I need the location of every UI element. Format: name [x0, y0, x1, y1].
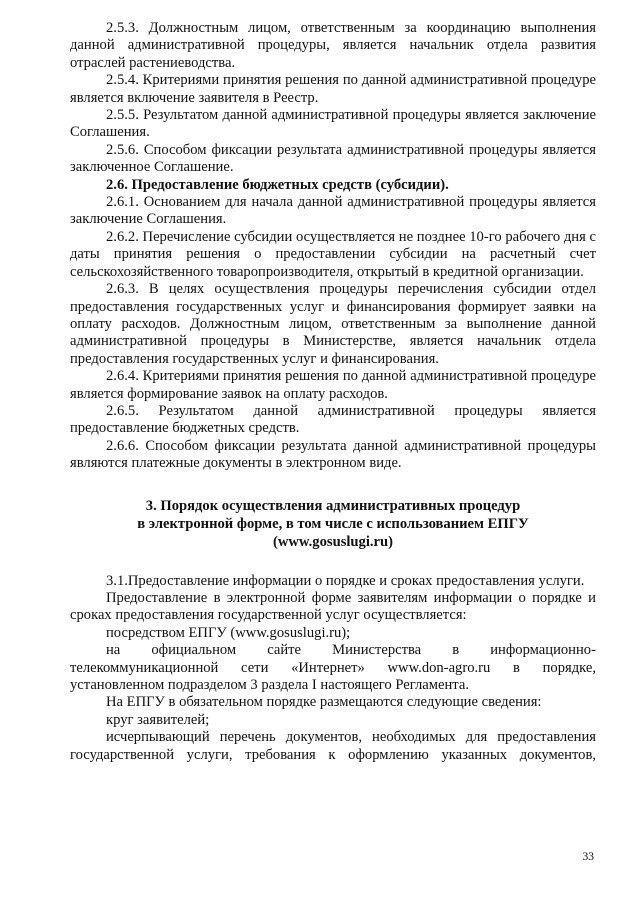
paragraph-intro: Предоставление в электронной форме заявителям информации о порядке и сроках предоставления государственной услуг осуществляется: [70, 589, 596, 624]
word: в [452, 642, 460, 659]
paragraph-3-1: 3.1.Предоставление информации о порядке и сроках предоставления услуги. [106, 572, 585, 589]
word: на [106, 642, 121, 659]
paragraph-2-5-4: 2.5.4. Критериями принятия решения по данной административной процедуре является включение заявителя в Реестр. [70, 72, 596, 106]
paragraph-2-6-6: 2.6.6. Способом фиксации результата данной административной процедуры являются платежные документы в электронном виде. [70, 437, 596, 472]
section-3-heading-line-2: в электронной форме, в том числе с использованием ЕПГУ [137, 515, 529, 532]
paragraph-via-epgu: посредством ЕПГУ (www.gosuslugi.ru); [106, 624, 351, 641]
section-3-heading-line-3: (www.gosuslugi.ru) [272, 533, 393, 550]
section-3-heading-line-1: 3. Порядок осуществления административных процедур [145, 497, 521, 514]
paragraph-2-5-6: 2.5.6. Способом фиксации результата административной процедуры является заключенное Соглашение. [70, 141, 596, 176]
paragraph-epgu-info: На ЕПГУ в обязательном порядке размещаются следующие сведения: [106, 694, 542, 711]
paragraph-2-5-3: 2.5.3. Должностным лицом, ответственным за координацию выполнения данной административной процедуры, является начальник отдела развития отраслей растениеводства. [70, 20, 596, 71]
word: Министерства [332, 642, 422, 659]
word: сайте [267, 642, 302, 659]
page-number: 33 [582, 851, 594, 863]
paragraph-2-6-2: 2.6.2. Перечисление субсидии осуществляется не позднее 10-го рабочего дня с даты принятия решения о предоставлении субсидии на расчетный счет сельскохозяйственного товаропроизводителя, открытый в кредитной организации. [70, 228, 596, 280]
word: официальном [151, 642, 237, 659]
paragraph-2-5-5: 2.5.5. Результатом данной административной процедуры является заключение Соглашения. [70, 107, 596, 141]
paragraph-2-6-1: 2.6.1. Основанием для начала данной административной процедуры является заключение Соглашения. [70, 194, 596, 228]
word: информационно- [490, 642, 596, 659]
paragraph-2-6-5: 2.6.5. Результатом данной административной процедуры является предоставление бюджетных средств. [70, 402, 596, 437]
paragraph-documents: исчерпывающий перечень документов, необходимых для предоставления государственной услуги, требования к оформлению указанных документов, [70, 729, 596, 763]
paragraph-official-site-first-line [70, 642, 596, 659]
paragraph-2-6-4: 2.6.4. Критериями принятия решения по данной административной процедуре является формирование заявок на оплату расходов. [70, 368, 596, 402]
paragraph-applicants: круг заявителей; [106, 711, 210, 728]
document-page [70, 20, 596, 764]
section-3-heading [70, 497, 596, 551]
paragraph-official-site-rest: телекоммуникационной сети «Интернет» www.don-agro.ru в порядке, установленном подразделом 3 раздела I настоящего Регламента. [70, 659, 596, 693]
subheading-2-6: 2.6. Предоставление бюджетных средств (субсидии). [106, 176, 449, 193]
paragraph-2-6-3: 2.6.3. В целях осуществления процедуры перечисления субсидии отдел предоставления государственных услуг и финансирования формирует заявки на оплату расходов. Должностным лицом, ответственным за выполнение данной административной процедуры в Министерстве, является начальник отдела предоставления государственных услуг и финансирования. [70, 281, 596, 367]
